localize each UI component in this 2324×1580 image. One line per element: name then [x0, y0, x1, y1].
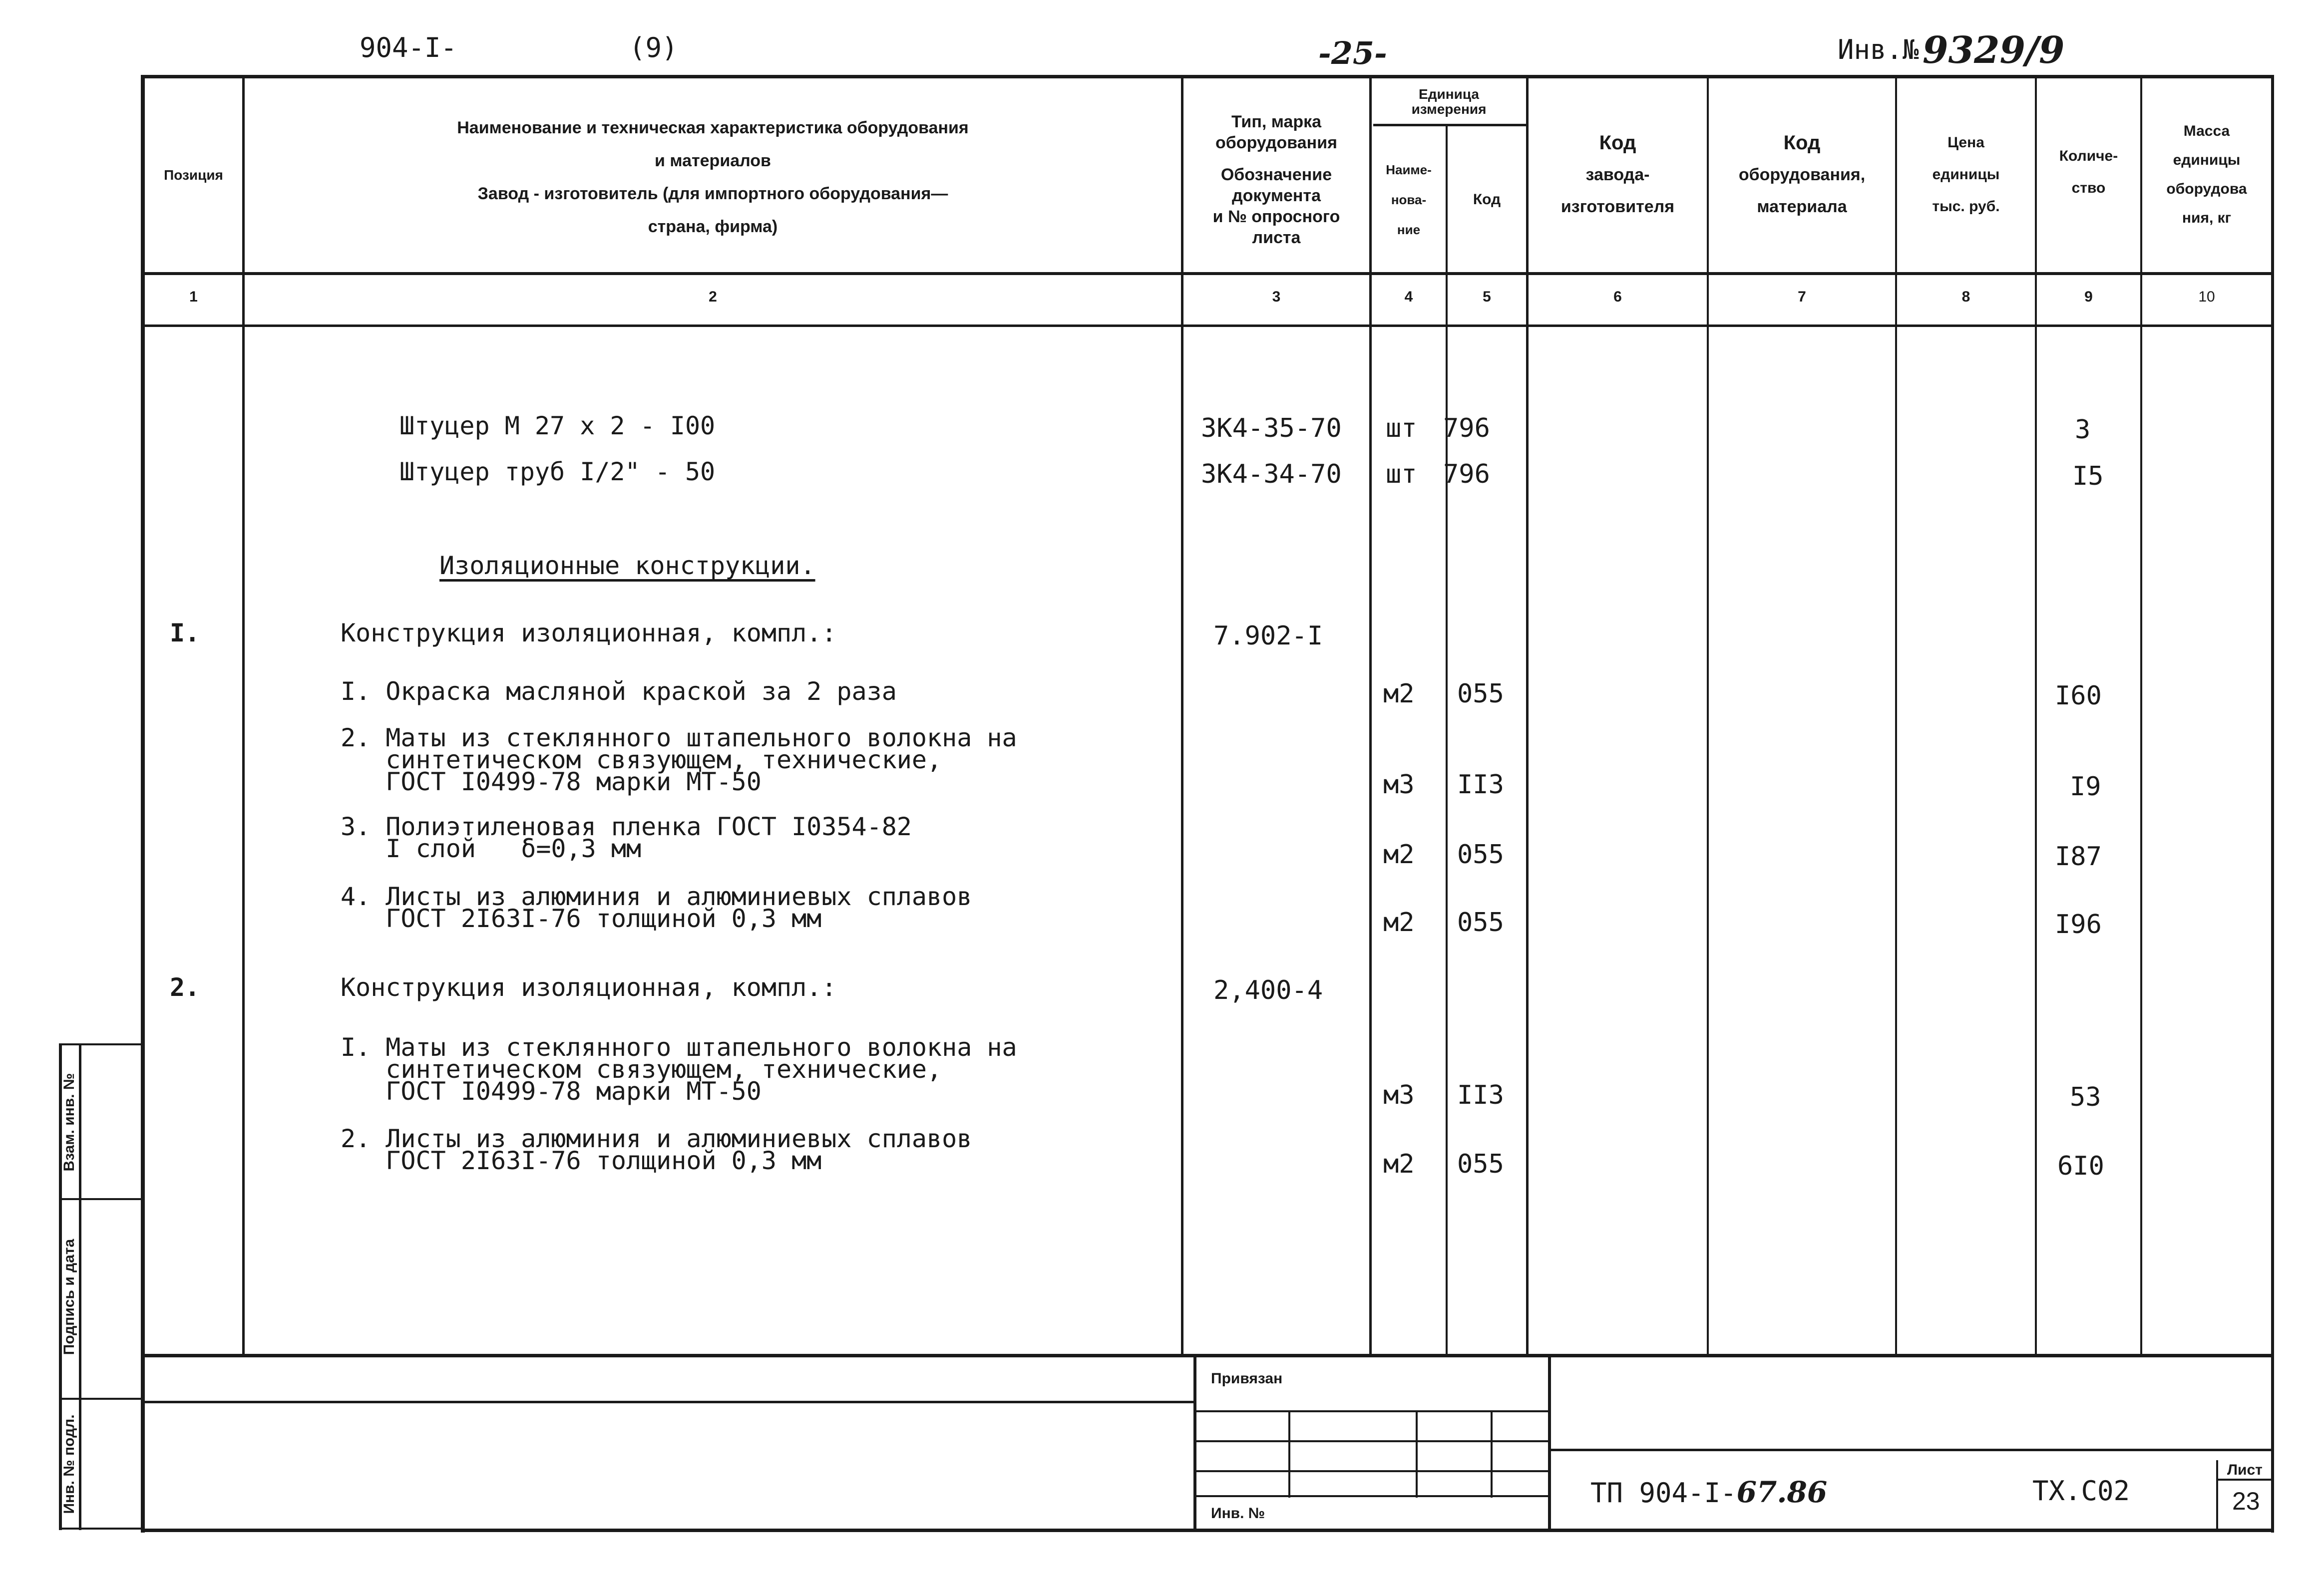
header-type-line: Обозначение — [1220, 165, 1332, 184]
header-name-line: страна, фирма) — [648, 217, 778, 236]
table-row-doc: 3К4-34-70 — [1201, 459, 1342, 489]
column-number: 4 — [1404, 289, 1413, 305]
header-price-line: Цена — [1947, 134, 1984, 151]
table-row-doc: 3К4-35-70 — [1201, 413, 1342, 443]
table-row-name: 4. Листы из алюминия и алюминиевых сплавов — [341, 882, 972, 911]
header-type — [1183, 97, 1369, 262]
header-unit-name-line: Наиме- — [1386, 162, 1432, 177]
table-row-name: Штуцер труб I/2" - 50 — [399, 457, 716, 486]
series-code: 904-I- — [360, 32, 457, 63]
header-quantity — [2037, 135, 2140, 210]
table-row-unit: шт — [1386, 413, 1417, 443]
header-name-line: Завод - изготовитель (для импортного оборудования— — [477, 184, 948, 203]
header-name-line: и материалов — [655, 151, 771, 170]
column-number: 2 — [709, 289, 717, 305]
document-code-hand: 67.86 — [1736, 1475, 1828, 1509]
document-code — [1590, 1475, 1827, 1509]
column-number: 1 — [189, 289, 198, 305]
table-row-name: Штуцер М 27 х 2 - I00 — [399, 411, 716, 440]
header-maker-line: Код — [1599, 132, 1636, 154]
table-row-unit: м3 — [1383, 1080, 1415, 1110]
table-row-name: I. Маты из стеклянного штапельного волокна на — [341, 1033, 1017, 1062]
sheet-number: 23 — [2232, 1487, 2260, 1515]
table-row-code: 796 — [1443, 413, 1490, 443]
table-row-qty: I5 — [2072, 461, 2104, 491]
header-quantity-line: ство — [2071, 180, 2106, 196]
part-number: (9) — [629, 32, 678, 63]
document-code-prefix: ТП 904-I- — [1590, 1477, 1737, 1509]
header-name — [245, 95, 1181, 260]
header-unit-line: измерения — [1411, 101, 1487, 117]
table-row-unit: м2 — [1383, 908, 1415, 938]
header-maker-line: изготовителя — [1560, 197, 1675, 216]
header-mass-line: Масса — [2183, 123, 2230, 139]
inv-number: 9329/9 — [1923, 29, 2065, 72]
title-block-bound: Привязан — [1211, 1370, 1283, 1387]
header-mass-line: оборудова — [2166, 181, 2247, 197]
column-number: 7 — [1798, 289, 1806, 305]
table-row-name: 2. Листы из алюминия и алюминиевых сплавов — [341, 1124, 972, 1153]
header-type-line: листа — [1252, 228, 1301, 247]
header-mass-line: единицы — [2173, 152, 2241, 168]
table-row-qty: I60 — [2055, 681, 2102, 711]
table-row-doc: 2,400-4 — [1213, 975, 1323, 1005]
table-row-unit: м3 — [1383, 770, 1415, 800]
table-row-name: Конструкция изоляционная, компл.: — [341, 619, 837, 647]
column-number: 8 — [1961, 289, 1970, 305]
table-row-name: Конструкция изоляционная, компл.: — [341, 973, 837, 1002]
header-maker-code — [1529, 120, 1707, 230]
side-stamp-replaced-inv: Взам. инв. № — [61, 1073, 77, 1172]
table-row-code: 055 — [1457, 908, 1504, 938]
column-number: 6 — [1613, 289, 1622, 305]
table-row-qty: I96 — [2055, 910, 2102, 940]
header-equip-line: Код — [1783, 132, 1821, 154]
table-row-code: 055 — [1457, 1149, 1504, 1179]
header-type-line: оборудования — [1215, 133, 1337, 152]
table-row-qty: 53 — [2070, 1082, 2101, 1112]
table-row-code: 796 — [1443, 459, 1490, 489]
header-unit-name — [1372, 150, 1446, 250]
header-price-line: единицы — [1932, 166, 2000, 183]
header-unit-line: Единица — [1419, 86, 1479, 102]
header-quantity-line: Количе- — [2059, 148, 2118, 164]
header-unit-group — [1372, 81, 1526, 123]
table-row-name: синтетическом связующем, технические, — [341, 745, 942, 774]
table-row-pos: I. — [170, 619, 200, 647]
table-row-qty: I9 — [2070, 772, 2101, 802]
table-row-code: II3 — [1457, 770, 1504, 800]
sheet-label: Лист — [2227, 1462, 2263, 1478]
column-number: 5 — [1483, 289, 1491, 305]
table-row-pos: 2. — [170, 973, 200, 1002]
header-unit-name-line: нова- — [1391, 192, 1427, 207]
table-row-name: I слой δ=0,3 мм — [341, 834, 642, 863]
table-row-unit: м2 — [1383, 679, 1415, 709]
header-price-line: тыс. руб. — [1932, 198, 2000, 215]
table-row-name: I. Окраска масляной краской за 2 раза — [341, 677, 897, 706]
header-name-line: Наименование и техническая характеристика оборудования — [457, 118, 969, 137]
table-row-doc: 7.902-I — [1213, 621, 1323, 651]
table-row-name: ГОСТ I0499-78 марки МТ-50 — [341, 767, 762, 796]
table-row-name: ГОСТ 2I63I-76 толщиной 0,3 мм — [341, 904, 822, 933]
document-mark: ТХ.С02 — [2032, 1475, 2130, 1507]
header-price — [1897, 125, 2035, 225]
table-row-name: синтетическом связующем, технические, — [341, 1055, 942, 1084]
column-number: 3 — [1272, 289, 1281, 305]
header-equip-code — [1709, 120, 1895, 230]
table-row-qty: 3 — [2075, 415, 2091, 445]
title-block-inv-no: Инв. № — [1211, 1505, 1265, 1522]
table-row-code: 055 — [1457, 679, 1504, 709]
table-row-unit: шт — [1386, 459, 1417, 489]
table-row-code: II3 — [1457, 1080, 1504, 1110]
header-unit-name-line: ние — [1397, 222, 1421, 237]
header-position: Позиция — [164, 167, 223, 183]
side-stamp-inv-orig: Инв. № подл. — [61, 1414, 77, 1514]
side-stamp-signature-date: Подпись и дата — [61, 1239, 77, 1355]
header-equip-line: материала — [1757, 197, 1847, 216]
table-row-qty: I87 — [2055, 842, 2102, 872]
header-type-line: и № опросного — [1212, 207, 1340, 226]
header-equip-line: оборудования, — [1738, 165, 1866, 184]
section-heading: Изоляционные конструкции. — [439, 551, 815, 580]
header-maker-line: завода- — [1585, 165, 1650, 184]
table-row-name: ГОСТ I0499-78 марки МТ-50 — [341, 1077, 762, 1106]
table-row-unit: м2 — [1383, 840, 1415, 870]
table-row-name: ГОСТ 2I63I-76 толщиной 0,3 мм — [341, 1146, 822, 1175]
header-mass-line: ния, кг — [2182, 210, 2232, 226]
table-row-unit: м2 — [1383, 1149, 1415, 1179]
table-row-qty: 6I0 — [2057, 1151, 2104, 1181]
page-number: -25- — [1318, 35, 1387, 71]
header-type-line: Тип, марка — [1231, 112, 1322, 131]
table-row-code: 055 — [1457, 840, 1504, 870]
table-row-name: 3. Полиэтиленовая пленка ГОСТ I0354-82 — [341, 812, 912, 841]
header-mass — [2142, 115, 2271, 235]
column-number: 9 — [2084, 289, 2093, 305]
column-number: 10 — [2198, 289, 2215, 305]
inv-label: Инв.№ — [1838, 34, 1919, 65]
header-type-line: документа — [1232, 186, 1321, 205]
header-unit-code: Код — [1473, 191, 1501, 208]
table-row-name: 2. Маты из стеклянного штапельного волокна на — [341, 723, 1017, 752]
